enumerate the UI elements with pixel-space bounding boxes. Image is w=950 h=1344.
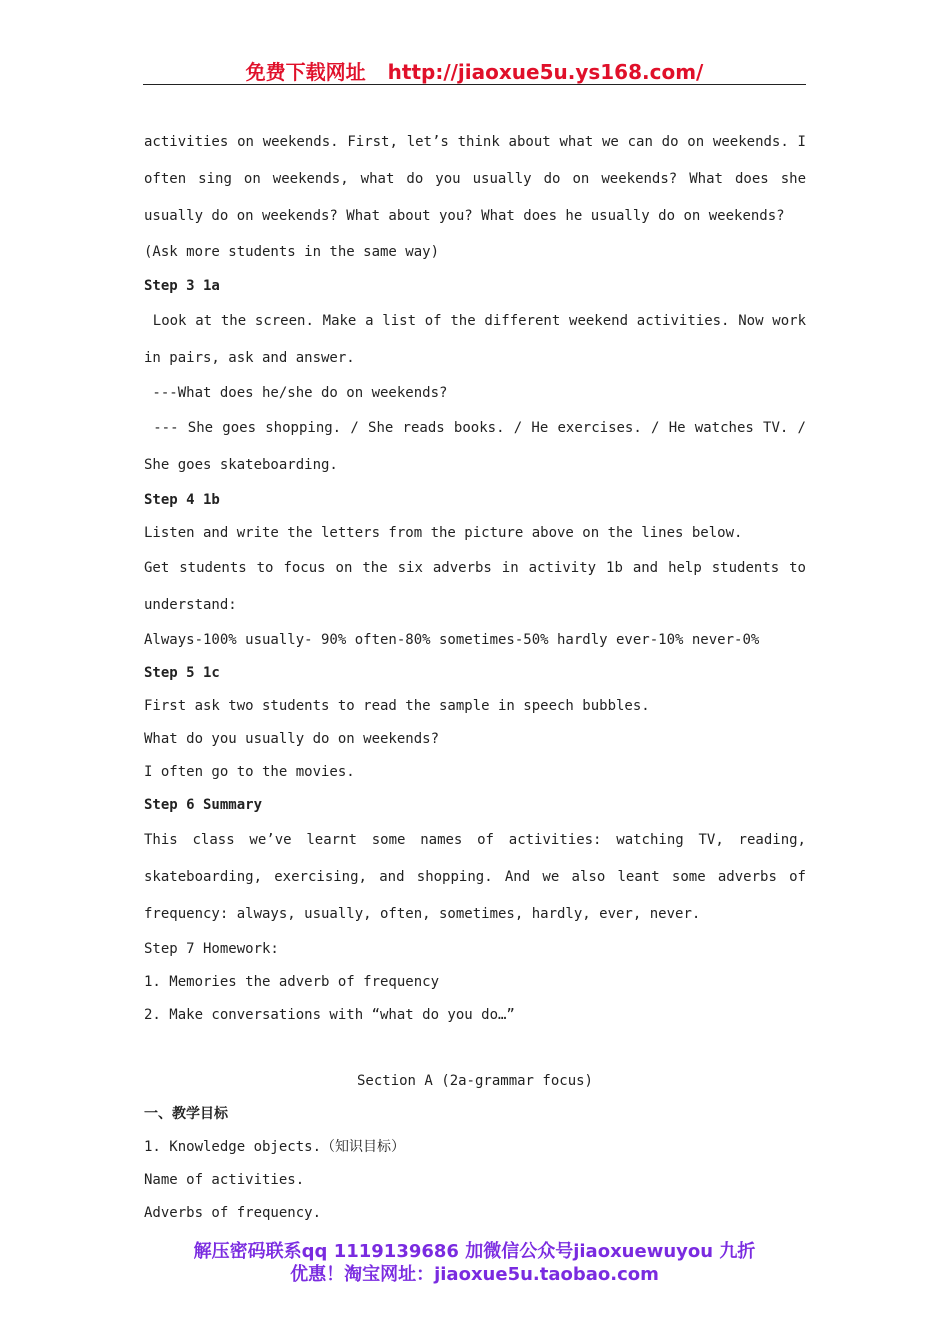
objectives-heading: 一、教学目标 <box>144 1106 228 1122</box>
step4-paragraph: Get students to focus on the six adverbs in activity 1b and help students to understand: <box>144 560 806 613</box>
intro-note: (Ask more students in the same way) <box>144 244 440 260</box>
step3-question: ---What does he/she do on weekends? <box>144 385 448 401</box>
objective-knowledge: 1. Knowledge objects.（知识目标） <box>144 1139 406 1155</box>
objective-item-activities: Name of activities. <box>144 1172 305 1188</box>
header-label: 免费下载网址 <box>245 60 366 84</box>
step5-answer: I often go to the movies. <box>144 764 355 780</box>
step3-heading: Step 3 1a <box>144 278 220 294</box>
document-body <box>144 124 815 1230</box>
step5-instruction: First ask two students to read the sample in speech bubbles. <box>144 698 650 714</box>
step5-heading: Step 5 1c <box>144 665 220 681</box>
page-header <box>143 56 806 85</box>
footer-line-1: 解压密码联系qq 1119139686 加微信公众号jiaoxuewuyou 九折 <box>193 1241 756 1262</box>
step4-heading: Step 4 1b <box>144 492 220 508</box>
footer-line-2: 优惠！淘宝网址：jiaoxue5u.taobao.com <box>290 1264 659 1285</box>
step3-paragraph: Look at the screen. Make a list of the different weekend activities. Now work in pairs, ask and answer. <box>144 313 815 366</box>
step3-answer: --- She goes shopping. / She reads books. / He exercises. / He watches TV. / She goes skateboarding. <box>144 420 815 473</box>
section-title: Section A (2a-grammar focus) <box>356 1073 593 1089</box>
step6-summary-paragraph: This class we’ve learnt some names of activities: watching TV, reading, skateboarding, exercising, and shopping. And we also leant some adverbs of frequency: always, usually, often, sometimes, hardly, ever, never. <box>144 832 806 922</box>
step7-heading: Step 7 Homework: <box>144 941 279 957</box>
objective-item-adverbs: Adverbs of frequency. <box>144 1205 322 1221</box>
homework-item-1: 1. Memories the adverb of frequency <box>144 974 440 990</box>
spacer <box>144 1032 806 1065</box>
intro-paragraph: activities on weekends. First, let’s think about what we can do on weekends. I often sing on weekends, what do you usually do on weekends? What does she usually do on weekends? What about you? What does he usually do on weekends? <box>144 134 806 224</box>
step4-instruction: Listen and write the letters from the picture above on the lines below. <box>144 525 743 541</box>
step4-adverb-percentages: Always-100% usually- 90% often-80% sometimes-50% hardly ever-10% never-0% <box>144 632 760 648</box>
header-url-link[interactable]: http://jiaoxue5u.ys168.com/ <box>387 60 704 84</box>
homework-item-2: 2. Make conversations with “what do you do…” <box>144 1007 515 1023</box>
step6-heading: Step 6 Summary <box>144 797 263 813</box>
step5-question: What do you usually do on weekends? <box>144 731 440 747</box>
header-divider <box>143 84 806 85</box>
page-footer <box>143 1240 806 1286</box>
